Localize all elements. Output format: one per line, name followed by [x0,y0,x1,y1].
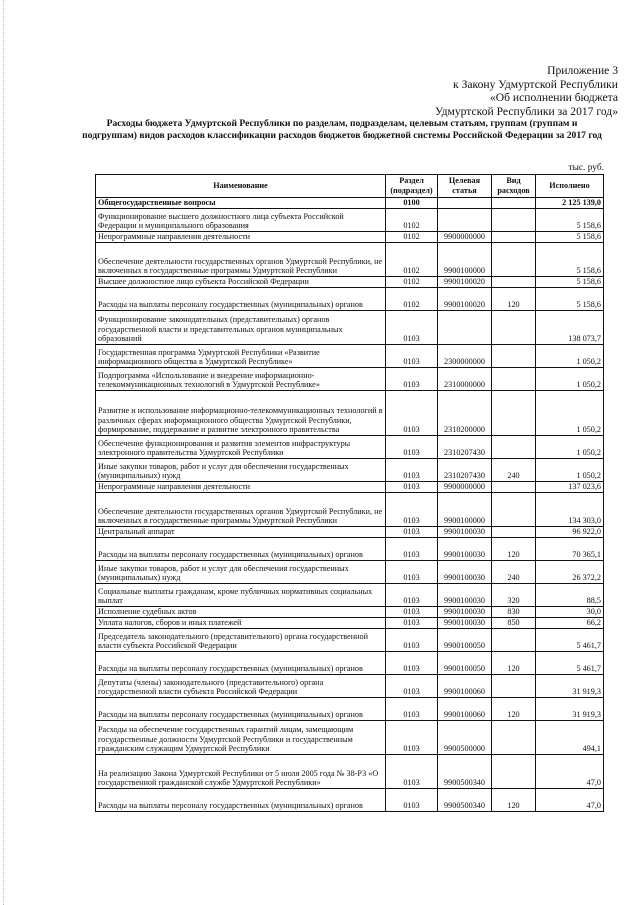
row-csr: 9900500000 [438,721,492,755]
row-name: Подпрограмма «Использование и внедрение информационно-телекоммуникационных технологий в Удмуртской Республике» [96,368,386,391]
header-csr: Целевая статья [438,175,492,198]
row-name: Непрограммные направления деятельности [96,232,386,243]
row-vr [492,345,536,368]
row-amount: 5 158,6 [536,243,604,277]
row-csr: 2310200000 [438,391,492,436]
row-name: Центральный аппарат [96,527,386,538]
row-csr: 9900100050 [438,629,492,652]
header-name: Наименование [96,175,386,198]
row-vr [492,311,536,345]
row-name: Обеспечение деятельности государственных органов Удмуртской Республики, не включенных в государственные программы Удмуртской Республики [96,493,386,527]
row-csr [438,311,492,345]
table-row [96,198,604,209]
row-name: Непрограммные направления деятельности [96,482,386,493]
table-row [96,629,604,652]
row-section: 0103 [386,368,438,391]
table-row [96,493,604,527]
row-amount: 1 050,2 [536,436,604,459]
row-amount: 5 158,6 [536,277,604,288]
row-vr [492,209,536,232]
row-vr: 120 [492,698,536,721]
table-row [96,527,604,538]
row-vr: 120 [492,288,536,311]
table-row [96,538,604,561]
row-amount: 137 023,6 [536,482,604,493]
row-section: 0103 [386,561,438,584]
header-section: Раздел (подраздел) [386,175,438,198]
row-section: 0103 [386,721,438,755]
table-row [96,243,604,277]
row-section: 0103 [386,482,438,493]
table-row [96,209,604,232]
row-section: 0103 [386,629,438,652]
row-section: 0103 [386,311,438,345]
row-name: Обеспечение функционирования и развития элементов инфраструктуры электронного правительства Удмуртской Республики [96,436,386,459]
table-row [96,584,604,607]
row-section: 0103 [386,675,438,698]
row-amount: 47,0 [536,755,604,789]
row-amount: 138 073,7 [536,311,604,345]
row-name: Высшее должностное лицо субъекта Российской Федерации [96,277,386,288]
row-section: 0103 [386,436,438,459]
row-name: Общегосударственные вопросы [96,198,386,209]
table-row [96,288,604,311]
row-csr: 9900100020 [438,277,492,288]
row-amount: 5 158,6 [536,232,604,243]
row-amount: 5 158,6 [536,288,604,311]
appendix-header [358,64,618,118]
table-row [96,368,604,391]
row-csr: 2310207430 [438,436,492,459]
row-name: Развитие и использование информационно-телекоммуникационных технологий в различных сферах информационного общества Удмуртской Республики, формирование, поддержание и развитие электронного правительства [96,391,386,436]
row-csr: 2310000000 [438,368,492,391]
row-vr [492,675,536,698]
row-name: Исполнение судебных актов [96,607,386,618]
row-name: Государственная программа Удмуртской Республики «Развитие информационного общества в Удмуртской Республике» [96,345,386,368]
appendix-line-3: «Об исполнении бюджета [489,91,618,105]
row-section: 0102 [386,209,438,232]
row-amount: 30,0 [536,607,604,618]
row-vr: 240 [492,459,536,482]
header-amount: Исполнено [536,175,604,198]
row-amount: 134 303,0 [536,493,604,527]
row-vr: 320 [492,584,536,607]
row-amount: 1 050,2 [536,368,604,391]
budget-table-body [96,198,604,812]
row-name: Председатель законодательного (представительного) органа государственной власти субъекта Российской Федерации [96,629,386,652]
row-section: 0103 [386,755,438,789]
row-name: Социальные выплаты гражданам, кроме публичных нормативных социальных выплат [96,584,386,607]
row-amount: 88,5 [536,584,604,607]
row-csr: 9900000000 [438,232,492,243]
table-row [96,345,604,368]
row-amount: 70 365,1 [536,538,604,561]
row-section: 0103 [386,698,438,721]
row-section: 0103 [386,789,438,812]
row-csr: 9900100030 [438,527,492,538]
row-vr [492,436,536,459]
row-name: Функционирование законодательных (представительных) органов государственной власти и представительных органов муниципальных образований [96,311,386,345]
row-amount: 31 919,3 [536,675,604,698]
row-name: Расходы на выплаты персоналу государственных (муниципальных) органов [96,698,386,721]
table-row [96,721,604,755]
table-row [96,652,604,675]
table-row [96,675,604,698]
table-row [96,561,604,584]
document-title: Расходы бюджета Удмуртской Республики по разделам, подразделам, целевым статьям, группам (группам и подгруппам) видов расходов классификации расходов бюджетов бюджетной системы Российской Федерации за 2017 год [82,118,602,141]
row-section: 0103 [386,459,438,482]
row-section: 0103 [386,527,438,538]
appendix-line-4: Удмуртской Республики за 2017 год» [435,104,618,118]
row-name: Расходы на выплаты персоналу государственных (муниципальных) органов [96,652,386,675]
row-csr: 9900100030 [438,618,492,629]
row-vr [492,232,536,243]
row-amount: 5 158,6 [536,209,604,232]
row-csr: 9900100030 [438,607,492,618]
row-section: 0103 [386,391,438,436]
row-name: Иные закупки товаров, работ и услуг для обеспечения государственных (муниципальных) нужд [96,561,386,584]
row-amount: 2 125 139,0 [536,198,604,209]
row-name: Расходы на выплаты персоналу государственных (муниципальных) органов [96,789,386,812]
row-name: На реализацию Закона Удмуртской Республики от 5 июля 2005 года № 38-РЗ «О государственной гражданской службе Удмуртской Республики» [96,755,386,789]
row-section: 0103 [386,538,438,561]
row-csr: 9900100030 [438,538,492,561]
row-vr [492,493,536,527]
table-row [96,698,604,721]
row-amount: 1 050,2 [536,459,604,482]
row-section: 0102 [386,243,438,277]
row-name: Функционирование высшего должностного лица субъекта Российской Федерации и муниципального образования [96,209,386,232]
row-vr: 240 [492,561,536,584]
appendix-line-2: к Закону Удмуртской Республики [453,77,618,91]
row-vr [492,629,536,652]
row-amount: 5 461,7 [536,652,604,675]
row-amount: 47,0 [536,789,604,812]
budget-table [95,174,604,812]
table-header-row [96,175,604,198]
row-section: 0103 [386,493,438,527]
row-name: Депутаты (члены) законодательного (представительного) органа государственной власти субъекта Российской Федерации [96,675,386,698]
units-label: тыс. руб. [568,163,604,173]
row-csr [438,198,492,209]
row-name: Обеспечение деятельности государственных органов Удмуртской Республики, не включенных в государственные программы Удмуртской Республики [96,243,386,277]
row-section: 0100 [386,198,438,209]
row-vr [492,482,536,493]
row-vr [492,368,536,391]
row-vr: 830 [492,607,536,618]
row-csr: 9900500340 [438,755,492,789]
row-csr: 2300000000 [438,345,492,368]
row-name: Уплата налогов, сборов и иных платежей [96,618,386,629]
row-vr: 850 [492,618,536,629]
row-csr: 9900500340 [438,789,492,812]
header-vr: Вид расходов [492,175,536,198]
table-row [96,482,604,493]
appendix-line-1: Приложение 3 [547,64,618,77]
row-amount: 1 050,2 [536,391,604,436]
table-row [96,277,604,288]
table-row [96,391,604,436]
row-csr: 9900100030 [438,584,492,607]
table-row [96,311,604,345]
table-row [96,607,604,618]
row-section: 0102 [386,232,438,243]
row-amount: 96 922,0 [536,527,604,538]
row-vr [492,277,536,288]
row-name: Расходы на выплаты персоналу государственных (муниципальных) органов [96,288,386,311]
table-row [96,755,604,789]
row-section: 0102 [386,277,438,288]
row-csr [438,209,492,232]
row-amount: 494,1 [536,721,604,755]
row-section: 0103 [386,618,438,629]
row-vr [492,391,536,436]
row-csr: 9900100020 [438,288,492,311]
row-csr: 9900000000 [438,482,492,493]
table-row [96,789,604,812]
row-vr [492,243,536,277]
row-name: Расходы на выплаты персоналу государственных (муниципальных) органов [96,538,386,561]
row-amount: 5 461,7 [536,629,604,652]
table-row [96,436,604,459]
row-section: 0103 [386,607,438,618]
row-vr [492,198,536,209]
row-vr: 120 [492,538,536,561]
table-row [96,459,604,482]
row-vr [492,755,536,789]
row-vr: 120 [492,652,536,675]
scan-margin-line [3,0,5,905]
row-amount: 26 372,2 [536,561,604,584]
row-section: 0103 [386,345,438,368]
row-csr: 9900100030 [438,561,492,584]
row-vr [492,721,536,755]
row-name: Расходы на обеспечение государственных гарантий лицам, замещающим государственные должности Удмуртской Республики и государственным гражданским служащим Удмуртской Республики [96,721,386,755]
row-vr [492,527,536,538]
row-csr: 9900100060 [438,698,492,721]
row-vr: 120 [492,789,536,812]
row-csr: 9900100050 [438,652,492,675]
row-csr: 9900100000 [438,243,492,277]
row-section: 0103 [386,584,438,607]
row-csr: 2310207430 [438,459,492,482]
row-amount: 1 050,2 [536,345,604,368]
table-row [96,232,604,243]
row-section: 0103 [386,652,438,675]
row-amount: 66,2 [536,618,604,629]
table-row [96,618,604,629]
row-csr: 9900100060 [438,675,492,698]
row-csr: 9900100000 [438,493,492,527]
row-name: Иные закупки товаров, работ и услуг для обеспечения государственных (муниципальных) нужд [96,459,386,482]
row-amount: 31 919,3 [536,698,604,721]
row-section: 0102 [386,288,438,311]
